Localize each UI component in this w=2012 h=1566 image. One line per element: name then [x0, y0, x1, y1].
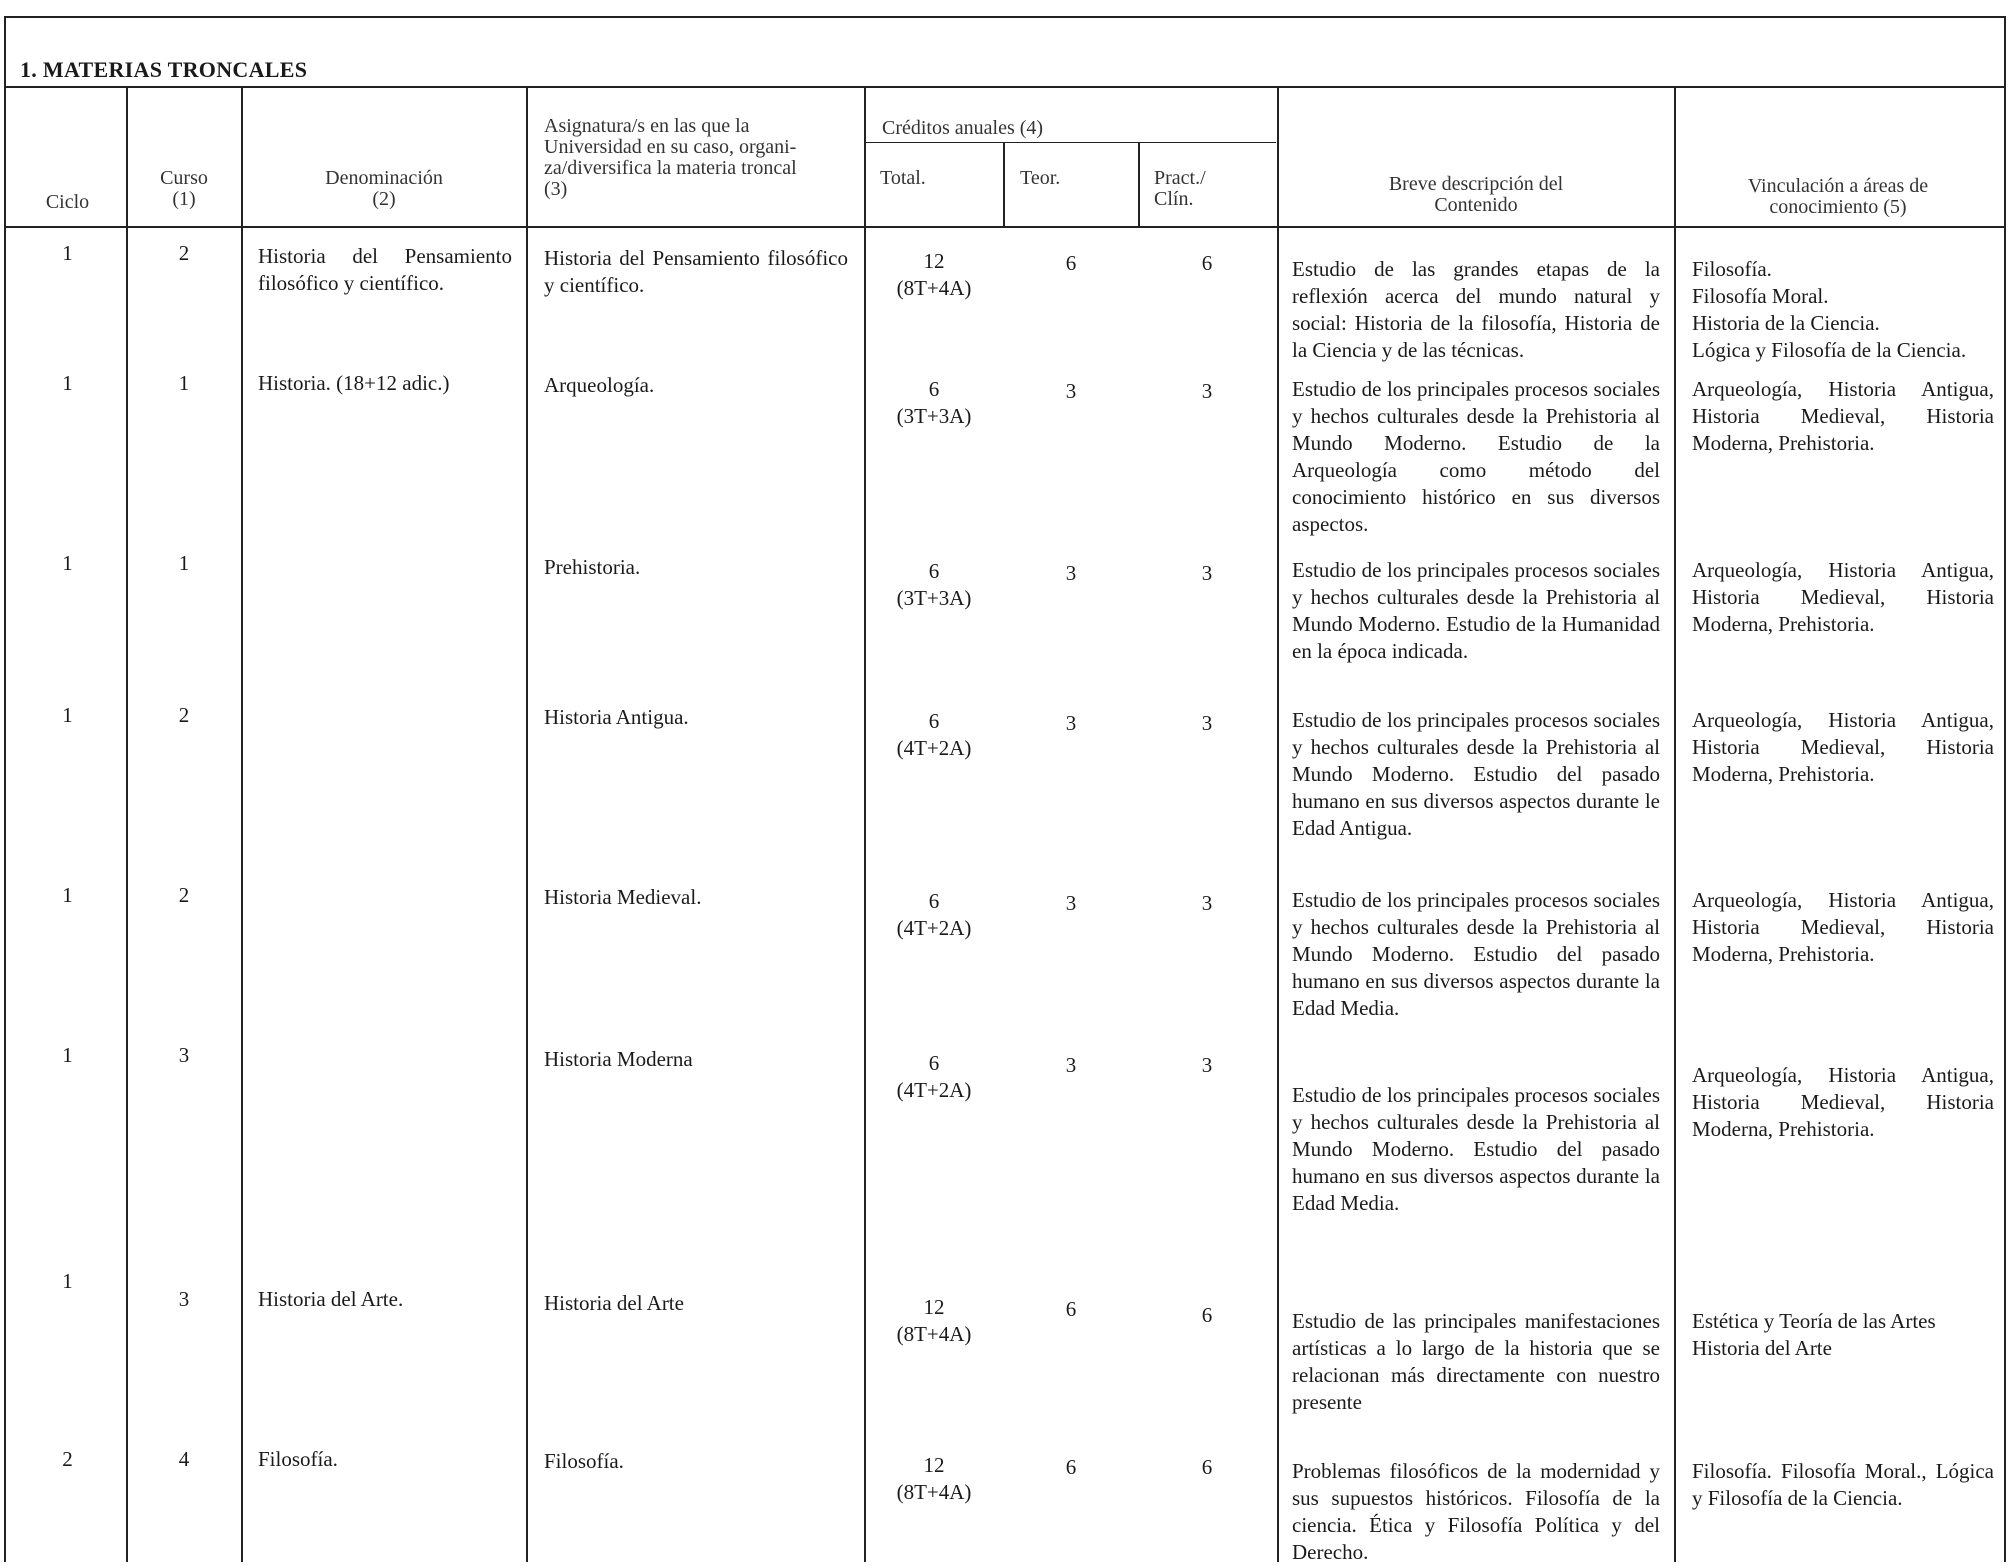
row5-vinculacion: Arqueología, Historia Antigua, Historia Medieval, Historia Moderna, Prehistoria. [1692, 888, 1994, 966]
row6-total: 6 [928, 1051, 940, 1075]
section-title: 1. MATERIAS TRONCALES [20, 57, 308, 82]
row8-curso: 4 [178, 1447, 190, 1471]
row4-total: 6 [928, 709, 940, 733]
row4-pract: 3 [1201, 711, 1213, 735]
creditos-underline [866, 142, 1276, 143]
row8-teor: 6 [1065, 1455, 1077, 1479]
row1-ciclo: 1 [62, 241, 73, 265]
row8-ciclo: 2 [62, 1447, 73, 1471]
row6-teor: 3 [1065, 1053, 1077, 1077]
header-descripcion: Breve descripción del Contenido [1388, 173, 1564, 216]
row2-ciclo: 1 [62, 371, 73, 395]
row2-curso: 1 [178, 371, 190, 395]
col-rule-5 [1003, 143, 1005, 227]
row7-teor: 6 [1065, 1297, 1077, 1321]
row3-curso: 1 [178, 551, 190, 575]
row1-descripcion: Estudio de las grandes etapas de la reflexión acerca del mundo natural y social: Historia de la filosofía, Historia de la Ciencia y de las técnicas. [1292, 257, 1660, 362]
row7-vinculacion: Estética y Teoría de las Artes Historia del Arte [1692, 1309, 1936, 1360]
row8-total-detail: (8T+4A) [896, 1480, 972, 1504]
row8-pract: 6 [1201, 1455, 1213, 1479]
row8-denominacion: Filosofía. [258, 1447, 338, 1471]
header-pract: Pract./ Clín. [1154, 167, 1206, 210]
row5-descripcion: Estudio de los principales procesos sociales y hechos culturales desde la Prehistoria al Mundo Moderno. Estudio del pasado humano en sus diversos aspectos durante la Edad Media. [1292, 888, 1660, 1020]
row1-total-detail: (8T+4A) [896, 276, 972, 300]
row1-total: 12 [923, 249, 945, 273]
col-rule-2 [241, 88, 243, 1562]
row5-teor: 3 [1065, 891, 1077, 915]
row1-vinculacion: Filosofía. Filosofía Moral. Historia de la Ciencia. Lógica y Filosofía de la Ciencia. [1692, 257, 1967, 362]
row1-denominacion: Historia del Pensamiento filosófico y científico. [258, 244, 512, 295]
row7-ciclo: 1 [62, 1269, 73, 1293]
row4-asignatura: Historia Antigua. [544, 705, 689, 729]
row5-asignatura: Historia Medieval. [544, 885, 702, 909]
header-denominacion: Denominación (2) [325, 167, 443, 210]
row6-ciclo: 1 [62, 1043, 73, 1067]
header-curso: Curso (1) [160, 167, 208, 210]
row4-ciclo: 1 [62, 703, 73, 727]
row6-vinculacion: Arqueología, Historia Antigua, Historia Medieval, Historia Moderna, Prehistoria. [1692, 1063, 1994, 1141]
row7-denominacion: Historia del Arte. [258, 1287, 404, 1311]
row2-descripcion: Estudio de los principales procesos sociales y hechos culturales desde la Prehistoria al Mundo Moderno. Estudio de la Arqueología como método del conocimiento histórico en sus diversos aspectos. [1292, 377, 1660, 536]
row1-asignatura: Historia del Pensamiento filosófico y científico. [544, 246, 848, 297]
row7-asignatura: Historia del Arte [544, 1291, 684, 1315]
row1-curso: 2 [178, 241, 190, 265]
row7-descripcion: Estudio de las principales manifestaciones artísticas a lo largo de la historia que se relacionan más directamente con nuestro presente [1292, 1309, 1660, 1414]
row2-vinculacion: Arqueología, Historia Antigua, Historia Medieval, Historia Moderna, Prehistoria. [1692, 377, 1994, 455]
row6-curso: 3 [178, 1043, 190, 1067]
row8-vinculacion: Filosofía. Filosofía Moral., Lógica y Filosofía de la Ciencia. [1692, 1459, 1994, 1510]
row3-vinculacion: Arqueología, Historia Antigua, Historia Medieval, Historia Moderna, Prehistoria. [1692, 558, 1994, 636]
row2-teor: 3 [1065, 379, 1077, 403]
row6-pract: 3 [1201, 1053, 1213, 1077]
row6-asignatura: Historia Moderna [544, 1047, 693, 1071]
row3-total-detail: (3T+3A) [896, 586, 972, 610]
col-rule-8 [1674, 88, 1676, 1562]
row3-pract: 3 [1201, 561, 1213, 585]
row1-teor: 6 [1065, 251, 1077, 275]
row2-total-detail: (3T+3A) [896, 404, 972, 428]
section-title-underline [4, 86, 2004, 88]
row7-total-detail: (8T+4A) [896, 1322, 972, 1346]
header-total: Total. [880, 167, 926, 189]
row4-descripcion: Estudio de los principales procesos sociales y hechos culturales desde la Prehistoria al Mundo Moderno. Estudio del pasado humano en sus diversos aspectos durante le Edad Antigua. [1292, 708, 1660, 840]
row6-descripcion: Estudio de los principales procesos sociales y hechos culturales desde la Prehistoria al Mundo Moderno. Estudio del pasado humano en sus diversos aspectos durante la Edad Media. [1292, 1083, 1660, 1215]
row4-total-detail: (4T+2A) [896, 736, 972, 760]
row3-teor: 3 [1065, 561, 1077, 585]
row8-descripcion: Problemas filosóficos de la modernidad y sus supuestos históricos. Filosofía de la ciencia. Ética y Filosofía Política y del Derecho. [1292, 1459, 1660, 1564]
row7-total: 12 [923, 1295, 945, 1319]
row5-ciclo: 1 [62, 883, 73, 907]
header-vinculacion: Vinculación a áreas de conocimiento (5) [1747, 175, 1929, 218]
row6-total-detail: (4T+2A) [896, 1078, 972, 1102]
row3-total: 6 [928, 559, 940, 583]
row5-pract: 3 [1201, 891, 1213, 915]
col-rule-1 [126, 88, 128, 1562]
header-asignatura: Asignatura/s en las que la Universidad en su caso, organi- za/diversifica la materia troncal (3) [544, 115, 797, 200]
row3-descripcion: Estudio de los principales procesos sociales y hechos culturales desde la Prehistoria al Mundo Moderno. Estudio de la Humanidad en la época indicada. [1292, 558, 1660, 663]
row5-curso: 2 [178, 883, 190, 907]
row2-asignatura: Arqueología. [544, 373, 655, 397]
header-creditos: Créditos anuales (4) [882, 117, 1044, 139]
row5-total-detail: (4T+2A) [896, 916, 972, 940]
row7-curso: 3 [178, 1287, 190, 1311]
row3-ciclo: 1 [62, 551, 73, 575]
row7-pract: 6 [1201, 1303, 1213, 1327]
row4-curso: 2 [178, 703, 190, 727]
row1-pract: 6 [1201, 251, 1213, 275]
row2-denominacion: Historia. (18+12 adic.) [258, 371, 450, 395]
row2-pract: 3 [1201, 379, 1213, 403]
row8-asignatura: Filosofía. [544, 1449, 624, 1473]
header-teor: Teor. [1020, 167, 1061, 189]
row4-vinculacion: Arqueología, Historia Antigua, Historia Medieval, Historia Moderna, Prehistoria. [1692, 708, 1994, 786]
top-border [4, 16, 2004, 18]
col-rule-7 [1277, 88, 1279, 1562]
row8-total: 12 [923, 1453, 945, 1477]
row4-teor: 3 [1065, 711, 1077, 735]
col-rule-3 [526, 88, 528, 1562]
col-rule-6 [1138, 143, 1140, 227]
row2-total: 6 [928, 377, 940, 401]
header-ciclo: Ciclo [45, 191, 90, 213]
row5-total: 6 [928, 889, 940, 913]
row3-asignatura: Prehistoria. [544, 555, 641, 579]
